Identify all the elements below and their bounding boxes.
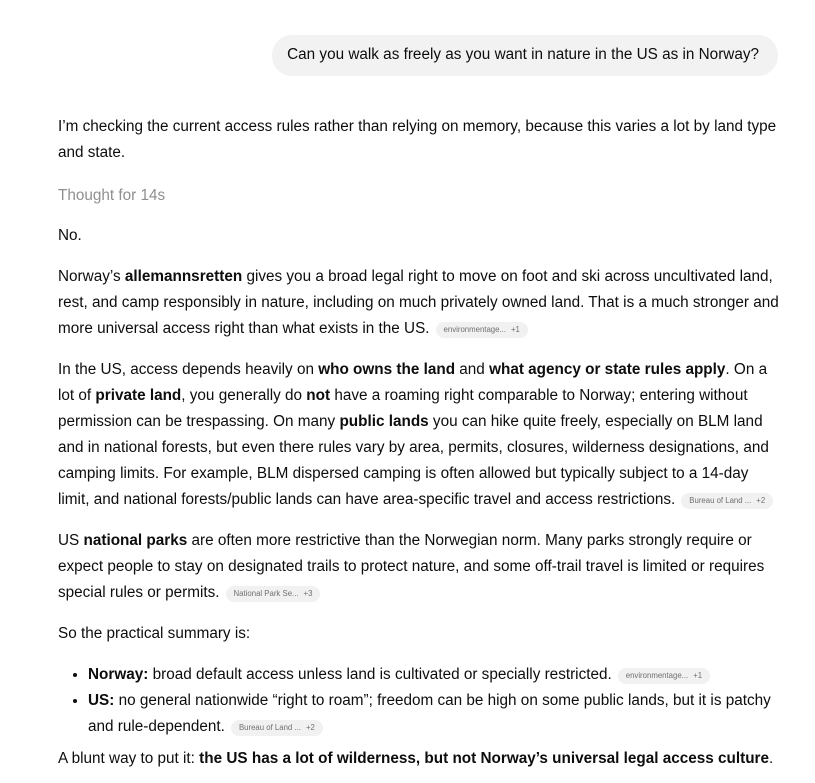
summary-item-norway: • Norway: broad default access unless land is cultivated or specially restricted. environmentage... +1 [88, 662, 782, 688]
citation-chip[interactable] [226, 586, 321, 602]
citation-source: Bureau of Land ... [238, 723, 301, 732]
citation-source: National Park Se... [233, 589, 299, 598]
citation-more-count: +1 [693, 671, 703, 680]
summary-list [58, 662, 782, 740]
assistant-response [58, 114, 782, 772]
citation-chip[interactable] [436, 322, 528, 338]
user-message-text: Can you walk as freely as you want in nature in the US as in Norway? [287, 46, 759, 63]
short-answer: No. [58, 227, 82, 244]
us-access-paragraph: In the US, access depends heavily on who owns the land and what agency or state rules apply. On a lot of private land, you generally do not have a roaming right comparable to Norway; entering without permission can be trespassing. On many public lands you can hike quite freely, especially on BLM land and in national forests, but even there rules vary by area, permits, closures, wilderness designations, and camping limits. For example, BLM dispersed camping is often allowed but typically subject to a 14-day limit, and national forests/public lands can have area-specific travel and access restrictions. Bureau of Land ... +2 [58, 357, 782, 513]
citation-chip[interactable] [231, 720, 323, 736]
summary-item-us: • US: no general nationwide “right to roam”; freedom can be high on some public lands, but it is patchy and rule-dependent. Bureau of Land ... +2 [88, 688, 782, 740]
citation-chip[interactable] [618, 668, 710, 684]
user-message-bubble [272, 35, 778, 76]
summary-intro: So the practical summary is: [58, 625, 251, 642]
citation-source: Bureau of Land ... [689, 496, 752, 505]
closing-paragraph: A blunt way to put it: the US has a lot of wilderness, but not Norway’s universal legal access culture. [58, 750, 774, 767]
national-parks-paragraph: US national parks are often more restrictive than the Norwegian norm. Many parks strongly require or expect people to stay on designated trails to protect nature, and some off-trail travel is limited or requires special rules or permits. National Park Se... +3 [58, 532, 765, 601]
citation-source: environmentage... [625, 671, 689, 680]
citation-more-count: +1 [510, 325, 520, 334]
citation-chip[interactable] [681, 493, 773, 509]
intro-paragraph: I’m checking the current access rules rather than relying on memory, because this varies a lot by land type and state. [58, 118, 777, 161]
thought-toggle[interactable]: Thought for 14s [58, 187, 166, 204]
norway-paragraph: Norway’s allemannsretten gives you a broad legal right to move on foot and ski across uncultivated land, rest, and camp responsibly in nature, including on much privately owned land. That is a much stronger and more universal access right than what exists in the US. environmentage... +1 [58, 268, 779, 337]
citation-source: environmentage... [443, 325, 506, 334]
citation-more-count: +2 [756, 496, 766, 505]
citation-more-count: +3 [303, 589, 313, 598]
citation-more-count: +2 [305, 723, 315, 732]
allemannsretten-term: allemannsretten [124, 268, 243, 285]
